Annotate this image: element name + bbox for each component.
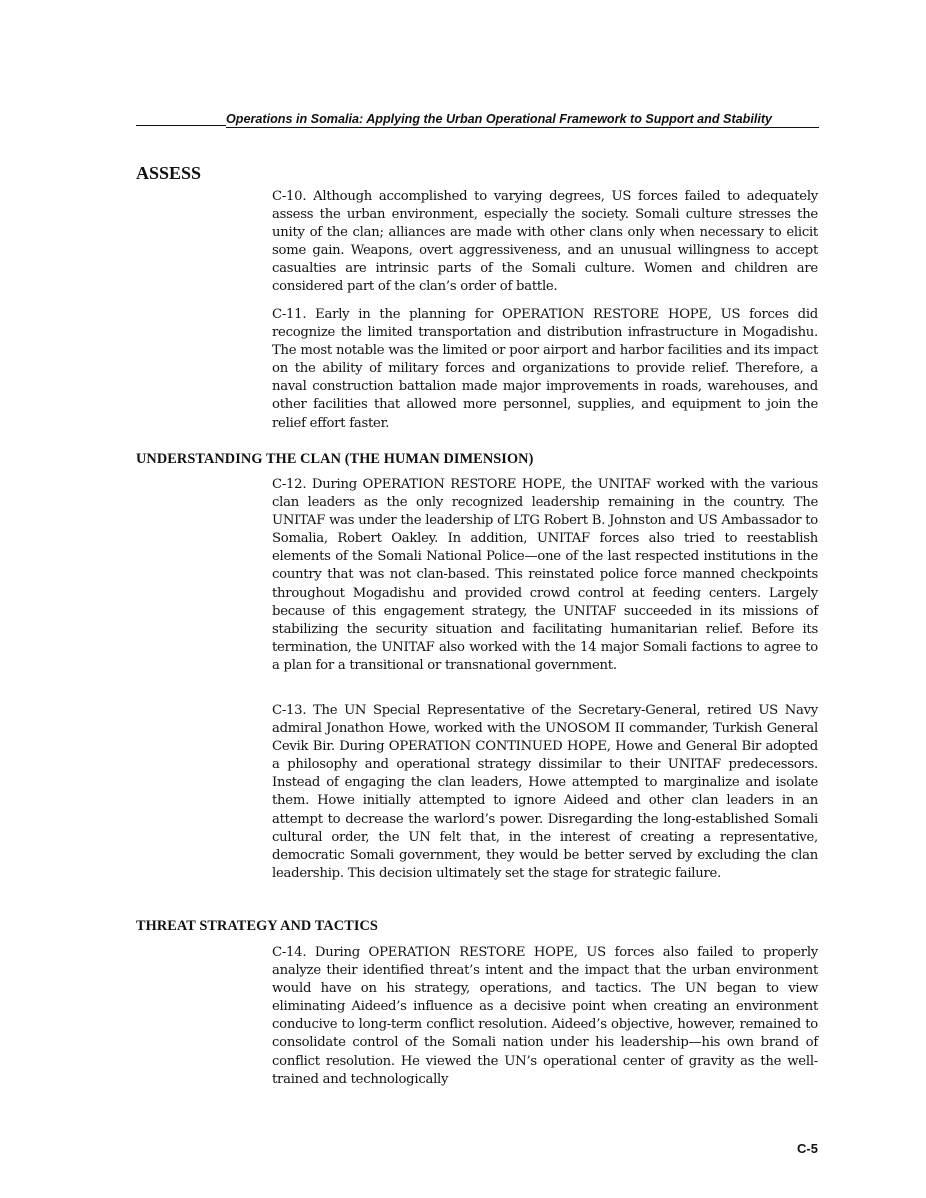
paragraph-c11: C-11. Early in the planning for OPERATION RESTORE HOPE, US forces did recognize the limited transportation and distribution infrastructure in Mogadishu. The most notable was the limited or poor airport and harbor facilities and its impact on the ability of military forces and organizations to provide relief. Therefore, a naval construction battalion made major improvements in roads, warehouses, and other facilities that allowed more personnel, supplies, and equipment to join the relief effort faster. <box>272 307 818 431</box>
running-header <box>136 108 819 128</box>
paragraph-c13: C-13. The UN Special Representative of the Secretary-General, retired US Navy admiral Jonathon Howe, worked with the UNOSOM II commander, Turkish General Cevik Bir. During OPERATION CONTINUED HOPE, Howe and General Bir adopted a philosophy and operational strategy dissimilar to their UNITAF predecessors. Instead of engaging the clan leaders, Howe attempted to marginalize and isolate them. Howe initially attempted to ignore Aideed and other clan leaders in an attempt to decrease the warlord’s power. Disregarding the long-established Somali cultural order, the UN felt that, in the interest of creating a representative, democratic Somali government, they would be better served by excluding the clan leadership. This decision ultimately set the stage for strategic failure. <box>272 703 818 881</box>
paragraph-c12: C-12. During OPERATION RESTORE HOPE, the UNITAF worked with the various clan leaders as the only recognized leadership remaining in the country. The UNITAF was under the leadership of LTG Robert B. Johnston and US Ambassador to Somalia, Robert Oakley. In addition, UNITAF forces also tried to reestablish elements of the Somali National Police—one of the last respected institutions in the country that was not clan-based. This reinstated police force manned checkpoints throughout Mogadishu and provided crowd control at feeding centers. Largely because of this engagement strategy, the UNITAF succeeded in its missions of stabilizing the security situation and facilitating humanitarian relief. Before its termination, the UNITAF also worked with the 14 major Somali factions to agree to a plan for a transitional or transnational government. <box>272 477 818 673</box>
page-number: C-5 <box>797 1141 818 1156</box>
paragraph-c14: C-14. During OPERATION RESTORE HOPE, US forces also failed to properly analyze their identified threat’s intent and the impact that the urban environment would have on his strategy, operations, and tactics. The UN began to view eliminating Aideed’s influence as a decisive point when creating an environment conducive to long-term conflict resolution. Aideed’s objective, however, remained to consolidate control of the Somali nation under his leadership—his own brand of conflict resolution. He viewed the UN’s operational center of gravity as the well-trained and technologically <box>272 945 818 1087</box>
paragraph-c10: C-10. Although accomplished to varying degrees, US forces failed to adequately assess the urban environment, especially the society. Somali culture stresses the unity of the clan; alliances are made with other clans only when necessary to elicit some gain. Weapons, overt aggressiveness, and an unusual willingness to accept casualties are intrinsic parts of the Somali culture. Women and children are considered part of the clan’s order of battle. <box>272 189 818 295</box>
running-header-title: Operations in Somalia: Applying the Urban Operational Framework to Support and Stability <box>226 111 819 128</box>
section-heading-threat: THREAT STRATEGY AND TACTICS <box>136 918 378 934</box>
header-rule <box>136 125 226 126</box>
section-heading-assess: ASSESS <box>136 163 202 183</box>
section-heading-clan: UNDERSTANDING THE CLAN (THE HUMAN DIMENSION) <box>136 451 534 467</box>
